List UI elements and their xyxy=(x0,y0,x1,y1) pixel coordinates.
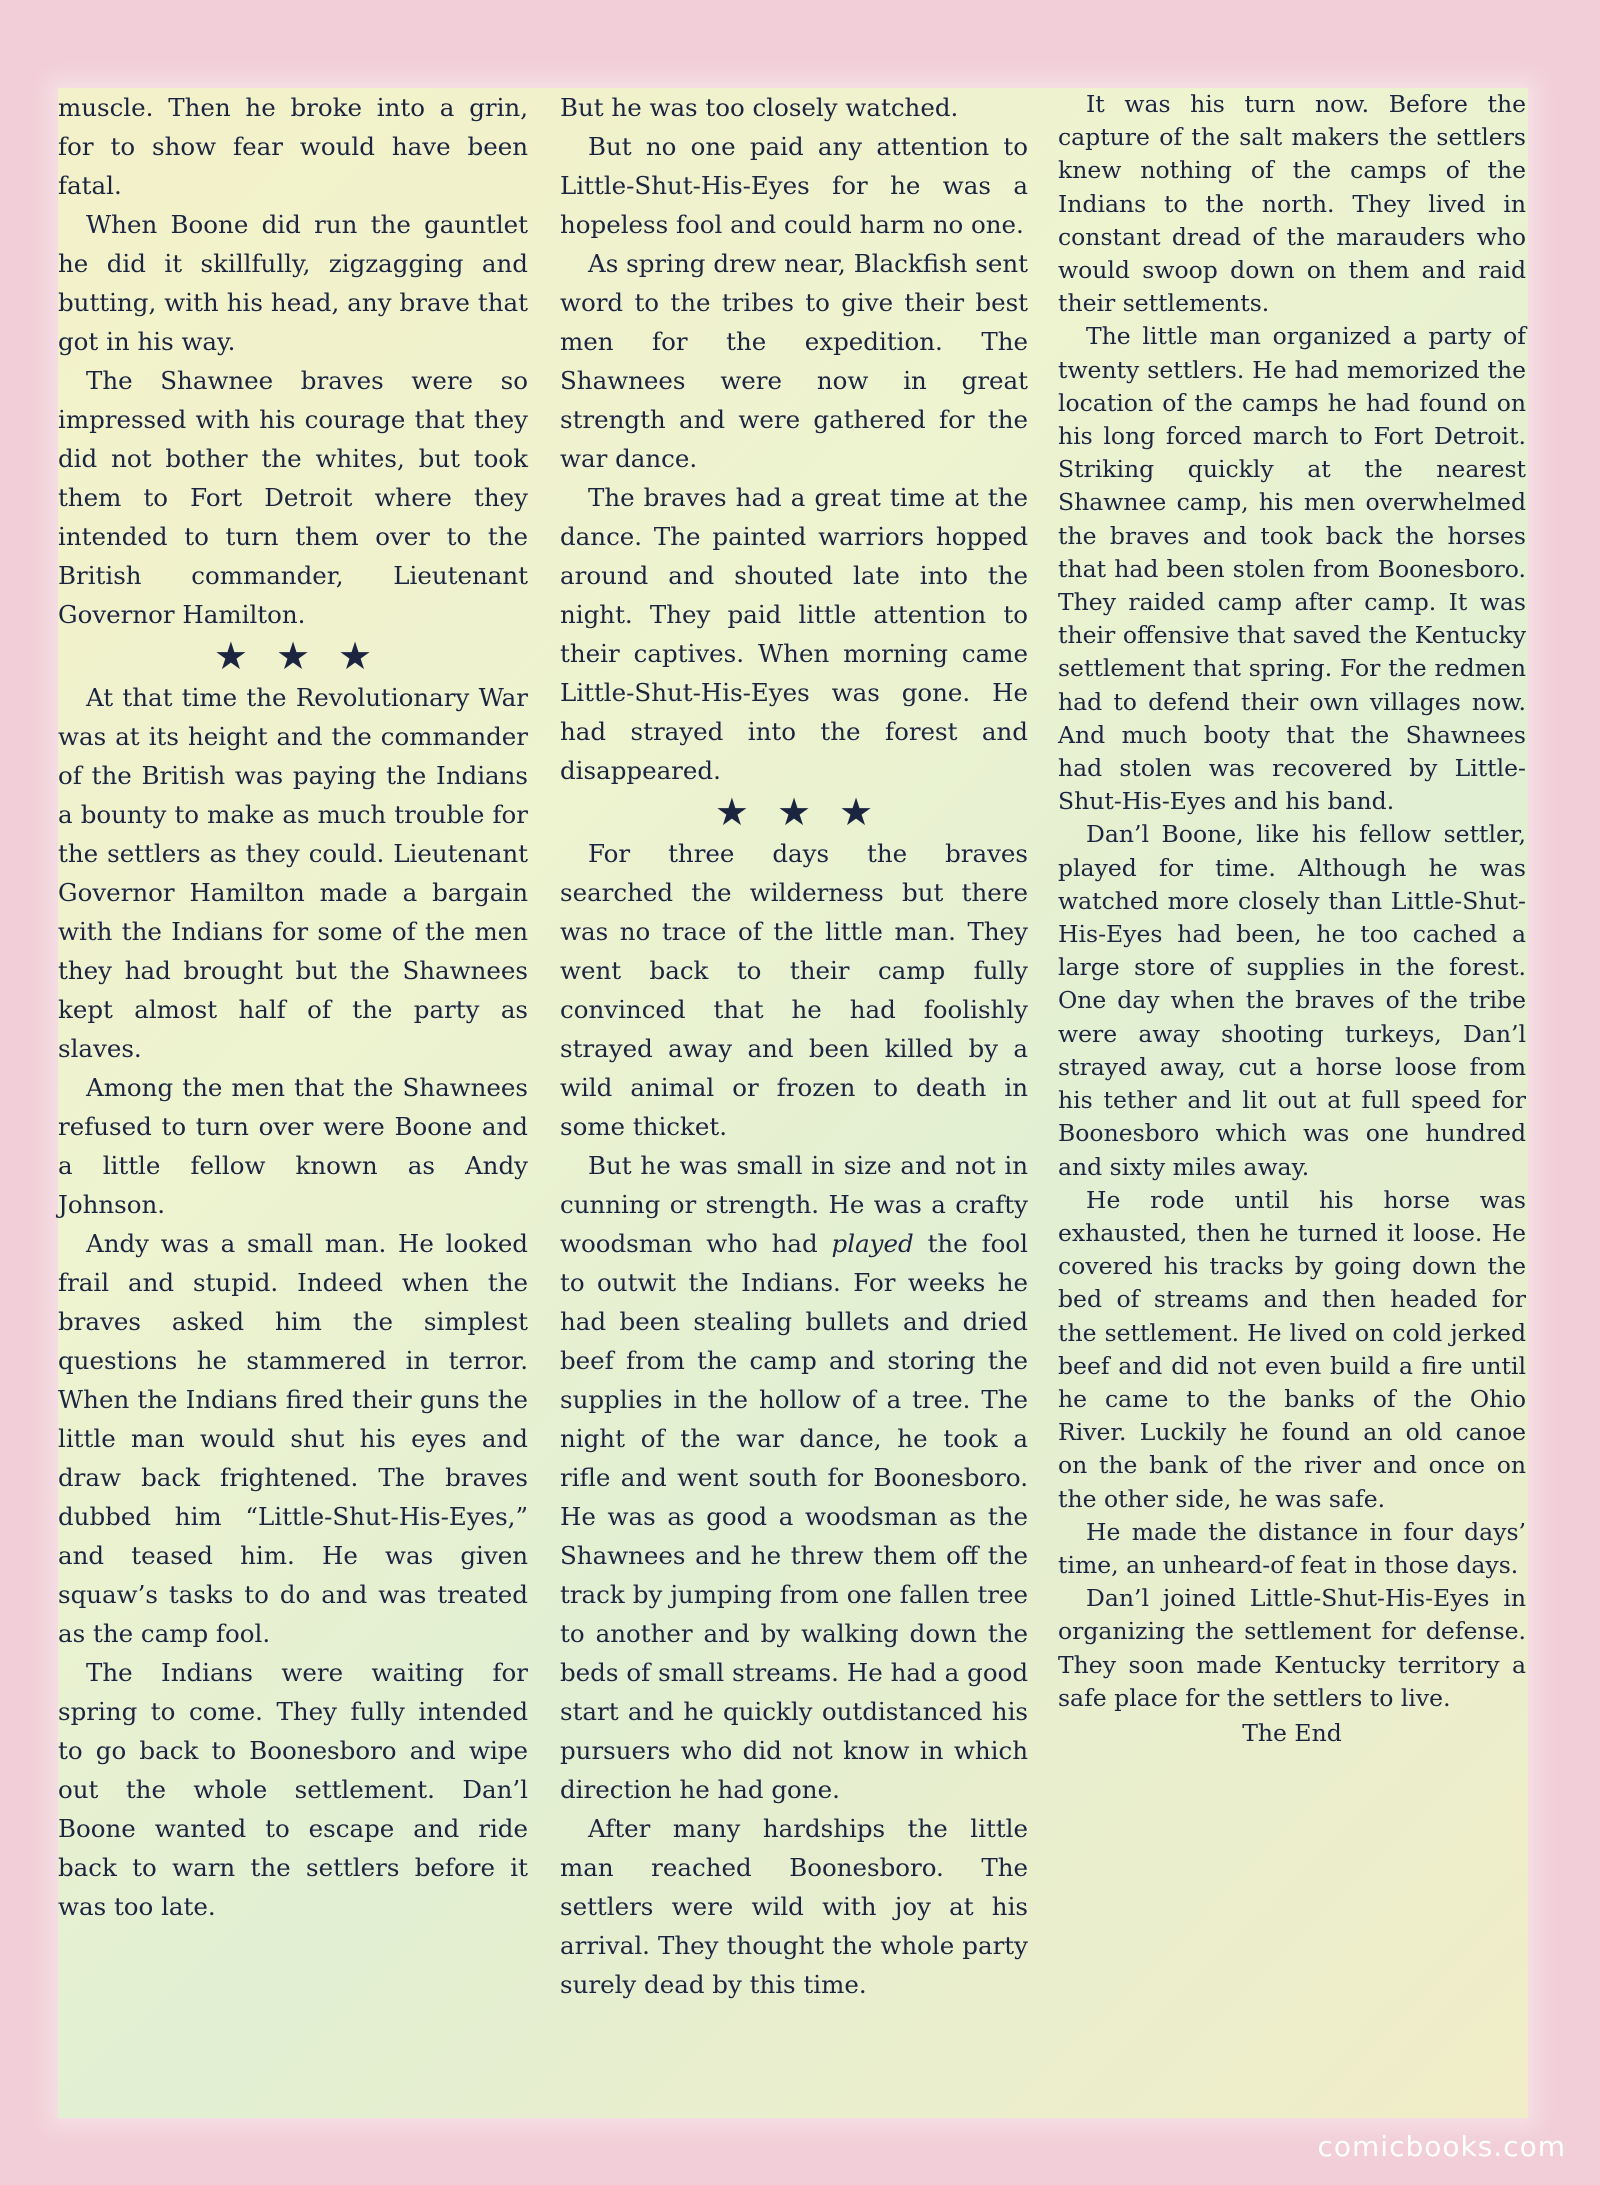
paragraph xyxy=(560,1146,1028,1809)
paragraph: At that time the Revolutionary War was at its height and the commander of the British was paying the Indians a bounty to make as much trouble for the settlers as they could. Lieutenant Governor Hamilton made a bargain with the Indians for some of the men they had brought but the Shawnees kept almost half of the party as slaves. xyxy=(58,683,528,1063)
paragraph: For three days the braves searched the wilderness but there was no trace of the little man. They went back to their camp fully convinced that he had foolishly strayed away and been killed by a wild animal or frozen to death in some thicket. xyxy=(560,839,1028,1141)
text-column-2 xyxy=(560,88,1028,2004)
paragraph: Andy was a small man. He looked frail and stupid. Indeed when the braves asked him the simplest questions he stammered in terror. When the Indians fired their guns the little man would shut his eyes and draw back frightened. The braves dubbed him “Little-Shut-His-Eyes,” and teased him. He was given squaw’s tasks to do and was treated as the camp fool. xyxy=(58,1229,528,1648)
text-span: But he was small in size and not in cunning or strength. He was a crafty woodsman who had xyxy=(560,1151,1028,1258)
italic-word: played xyxy=(831,1229,914,1258)
paragraph: muscle. Then he broke into a grin, for to show fear would have been fatal. xyxy=(58,93,528,200)
paragraph: Among the men that the Shawnees refused to turn over were Boone and a little fellow known as Andy Johnson. xyxy=(58,1073,528,1219)
paragraph: He rode until his horse was exhausted, then he turned it loose. He covered his tracks by going down the bed of streams and then headed for the settlement. He lived on cold jerked beef and did not even build a fire until he came to the banks of the Ohio River. Luckily he found an old canoe on the bank of the river and once on the other side, he was safe. xyxy=(1058,1185,1526,1513)
text-column-1 xyxy=(58,88,528,1926)
story-page xyxy=(58,88,1528,2118)
paragraph: The little man organized a party of twenty settlers. He had memorized the location of the camps he had found on his long forced march to Fort Detroit. Striking quickly at the nearest Shawnee camp, his men overwhelmed the braves and took back the horses that had been stolen from Boonesboro. They raided camp after camp. It was their offensive that saved the Kentucky settlement that spring. For the redmen had to defend their own villages now. And much booty that the Shawnees had stolen was recovered by Little-Shut-His-Eyes and his band. xyxy=(1058,322,1526,816)
star-separator: ★★★ xyxy=(714,790,902,834)
paragraph: He made the distance in four days’ time, an unheard-of feat in those days. xyxy=(1058,1517,1526,1579)
paragraph: Dan’l joined Little-Shut-His-Eyes in organizing the settlement for defense. They soon made Kentucky territory a safe place for the settlers to live. xyxy=(1058,1584,1526,1712)
paragraph: The Shawnee braves were so impressed with his courage that they did not bother the whites, but took them to Fort Detroit where they intended to turn them over to the British commander, Lieutenant Governor Hamilton. xyxy=(58,366,528,629)
text-column-3 xyxy=(1058,88,1526,1750)
paragraph: But he was too closely watched. xyxy=(560,93,959,122)
paragraph: The braves had a great time at the dance. The painted warriors hopped around and shouted late into the night. They paid little attention to their captives. When morning came Little-Shut-His-Eyes was gone. He had strayed into the forest and disappeared. xyxy=(560,483,1028,785)
the-end-label: The End xyxy=(1242,1718,1342,1747)
paragraph: But no one paid any attention to Little-Shut-His-Eyes for he was a hopeless fool and could harm no one. xyxy=(560,132,1028,239)
paragraph: After many hardships the little man reached Boonesboro. The settlers were wild with joy at his arrival. They thought the whole party surely dead by this time. xyxy=(560,1814,1028,1999)
star-separator: ★★★ xyxy=(213,634,401,678)
paragraph: The Indians were waiting for spring to come. They fully intended to go back to Boonesboro and wipe out the whole settlement. Dan’l Boone wanted to escape and ride back to warn the settlers before it was too late. xyxy=(58,1658,528,1921)
paragraph: Dan’l Boone, like his fellow settler, played for time. Although he was watched more closely than Little-Shut-His-Eyes had been, he too cached a large store of supplies in the forest. One day when the braves of the tribe were away shooting turkeys, Dan’l strayed away, cut a horse loose from his tether and lit out at full speed for Boonesboro which was one hundred and sixty miles away. xyxy=(1058,820,1526,1181)
text-span: the fool to outwit the Indians. For weeks he had been stealing bullets and dried beef from the camp and storing the supplies in the hollow of a tree. The night of the war dance, he took a rifle and went south for Boonesboro. He was as good a woodsman as the Shawnees and he threw them off the track by jumping from one fallen tree to another and by walking down the beds of small streams. He had a good start and he quickly outdistanced his pursuers who did not know in which direction he had gone. xyxy=(560,1229,1028,1804)
watermark: comicbooks.com xyxy=(1317,2130,1566,2163)
paragraph: It was his turn now. Before the capture of the salt makers the settlers knew nothing of the camps of the Indians to the north. They lived in constant dread of the marauders who would swoop down on them and raid their settlements. xyxy=(1058,90,1526,318)
paragraph: When Boone did run the gauntlet he did it skillfully, zigzagging and butting, with his head, any brave that got in his way. xyxy=(58,210,528,356)
paragraph: As spring drew near, Blackfish sent word to the tribes to give their best men for the expedition. The Shawnees were now in great strength and were gathered for the war dance. xyxy=(560,249,1028,473)
